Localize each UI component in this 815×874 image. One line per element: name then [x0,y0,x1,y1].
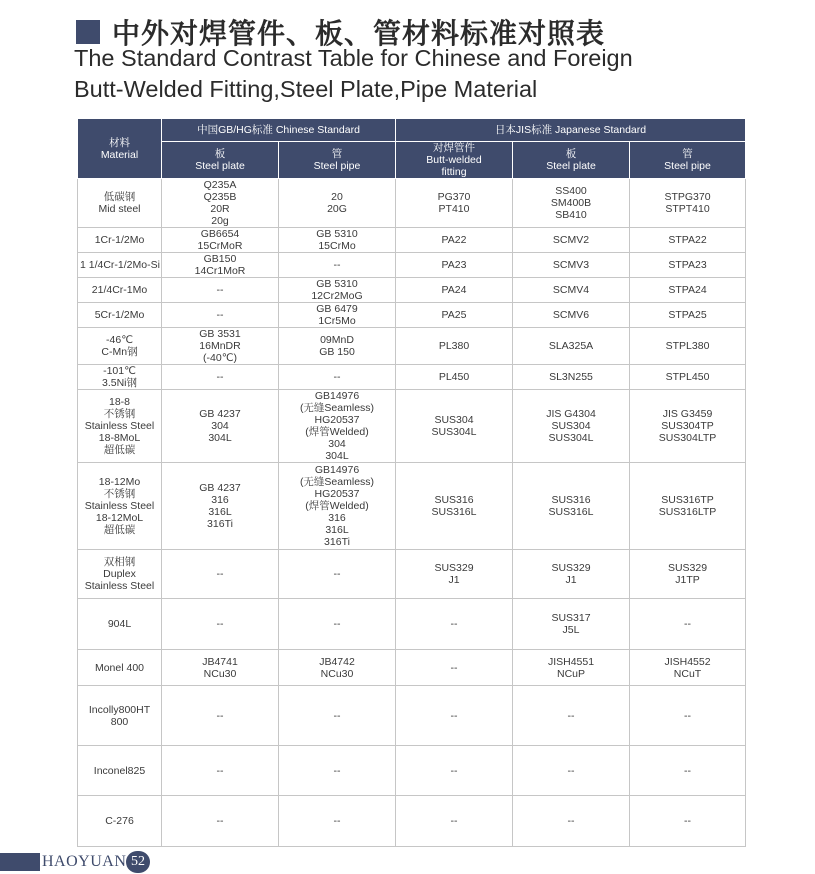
standard-cell: SCMV4 [513,278,630,303]
table-row [78,303,746,328]
standard-cell: -- [396,746,513,796]
standard-cell: -- [279,686,396,746]
standard-cell: SCMV3 [513,253,630,278]
standard-cell: GB 5310 12Cr2MoG [279,278,396,303]
title-english-line1: The Standard Contrast Table for Chinese and Foreign [74,45,633,71]
standard-cell: JB4741 NCu30 [162,650,279,686]
standard-cell: GB 4237 316 316L 316Ti [162,463,279,550]
table-row [78,179,746,228]
standard-cell: -- [630,686,746,746]
standard-cell: STPA25 [630,303,746,328]
table-row [78,550,746,599]
standard-cell: GB6654 15CrMoR [162,228,279,253]
table-row [78,463,746,550]
standard-cell: -- [162,550,279,599]
standard-cell: -- [630,746,746,796]
standard-cell: SUS316 SUS316L [396,463,513,550]
standard-cell: GB 6479 1Cr5Mo [279,303,396,328]
material-cell: 1Cr-1/2Mo [78,228,162,253]
standard-cell: JISH4552 NCuT [630,650,746,686]
standard-cell: -- [396,650,513,686]
footer-brand: HAOYUAN [40,851,128,873]
standard-cell: STPA22 [630,228,746,253]
standard-cell: PG370 PT410 [396,179,513,228]
table-row [78,228,746,253]
material-cell: 18-8 不锈钢 Stainless Steel 18-8MoL 超低碳 [78,390,162,463]
standard-cell: SUS329 J1TP [630,550,746,599]
standard-cell: -- [279,550,396,599]
standard-cell: 20 20G [279,179,396,228]
header-jp-steel-pipe: 管 Steel pipe [630,142,746,179]
material-cell: Monel 400 [78,650,162,686]
standard-cell: PA24 [396,278,513,303]
table-row [78,365,746,390]
standard-cell: -- [630,796,746,847]
standard-cell: SCMV6 [513,303,630,328]
material-cell: -101℃ 3.5Ni钢 [78,365,162,390]
header-cn-steel-pipe: 管 Steel pipe [279,142,396,179]
header-chinese-standard: 中国GB/HG标准 Chinese Standard [162,119,396,142]
standard-cell: -- [162,599,279,650]
standard-cell: -- [162,303,279,328]
header-japanese-standard: 日本JIS标准 Japanese Standard [396,119,746,142]
standard-cell: -- [396,686,513,746]
standard-cell: JIS G3459 SUS304TP SUS304LTP [630,390,746,463]
standard-cell: -- [396,599,513,650]
header-jp-steel-plate: 板 Steel plate [513,142,630,179]
standard-cell: -- [279,746,396,796]
standard-cell: JISH4551 NCuP [513,650,630,686]
standard-cell: 09MnD GB 150 [279,328,396,365]
standard-cell: PA23 [396,253,513,278]
standard-cell: SUS304 SUS304L [396,390,513,463]
material-cell: 904L [78,599,162,650]
standard-cell: GB 3531 16MnDR (-40℃) [162,328,279,365]
standard-cell: SUS316TP SUS316LTP [630,463,746,550]
title-square-icon [76,20,100,44]
standard-cell: -- [513,796,630,847]
standard-cell: -- [279,599,396,650]
table-row [78,328,746,365]
table-body [78,179,746,847]
standard-cell: -- [279,253,396,278]
material-cell: C-276 [78,796,162,847]
standard-cell: PA22 [396,228,513,253]
standard-cell: SL3N255 [513,365,630,390]
standard-cell: SCMV2 [513,228,630,253]
standard-cell: PA25 [396,303,513,328]
material-cell: 5Cr-1/2Mo [78,303,162,328]
header-material: 材料 Material [78,119,162,179]
table-row [78,253,746,278]
table-row [78,599,746,650]
standard-cell: STPL450 [630,365,746,390]
table-row [78,650,746,686]
standard-cell: PL450 [396,365,513,390]
standard-cell: GB14976 (无缝Seamless) HG20537 (焊管Welded) 316 316L 316Ti [279,463,396,550]
standard-cell: -- [162,746,279,796]
title-chinese: 中外对焊管件、板、管材料标准对照表 [112,17,606,50]
material-cell: Inconel825 [78,746,162,796]
standard-cell: GB14976 (无缝Seamless) HG20537 (焊管Welded) 304 304L [279,390,396,463]
title-english-line2: Butt-Welded Fitting,Steel Plate,Pipe Material [74,76,538,102]
standard-cell: SUS329 J1 [396,550,513,599]
standard-contrast-table [77,118,746,847]
standard-cell: PL380 [396,328,513,365]
standard-cell: -- [513,686,630,746]
page-number: 52 [126,851,150,873]
table-row [78,686,746,746]
table-header [78,119,746,179]
standard-cell: -- [279,796,396,847]
standard-cell: JIS G4304 SUS304 SUS304L [513,390,630,463]
standard-cell: JB4742 NCu30 [279,650,396,686]
standard-cell: -- [162,686,279,746]
header-jp-butt-welded-fitting: 对焊管件 Butt-welded fitting [396,142,513,179]
standard-cell: STPA23 [630,253,746,278]
standard-cell: -- [162,796,279,847]
standard-cell: -- [396,796,513,847]
material-cell: Incolly800HT 800 [78,686,162,746]
standard-cell: -- [162,278,279,303]
table-row [78,746,746,796]
material-cell: 低碳钢 Mid steel [78,179,162,228]
standard-cell: SLA325A [513,328,630,365]
standard-cell: STPL380 [630,328,746,365]
material-cell: 18-12Mo 不锈钢 Stainless Steel 18-12MoL 超低碳 [78,463,162,550]
standard-cell: SUS329 J1 [513,550,630,599]
standard-cell: STPG370 STPT410 [630,179,746,228]
material-cell: 21/4Cr-1Mo [78,278,162,303]
standard-cell: -- [513,746,630,796]
standard-cell: -- [630,599,746,650]
standard-cell: GB 5310 15CrMo [279,228,396,253]
standard-cell: SUS317 J5L [513,599,630,650]
standard-cell: -- [162,365,279,390]
standard-cell: GB 4237 304 304L [162,390,279,463]
table-row [78,796,746,847]
material-cell: -46℃ C-Mn钢 [78,328,162,365]
material-cell: 1 1/4Cr-1/2Mo-Si [78,253,162,278]
standard-cell: Q235A Q235B 20R 20g [162,179,279,228]
header-cn-steel-plate: 板 Steel plate [162,142,279,179]
table-row [78,278,746,303]
standard-cell: GB150 14Cr1MoR [162,253,279,278]
standard-cell: -- [279,365,396,390]
standard-cell: SS400 SM400B SB410 [513,179,630,228]
table-row [78,390,746,463]
standard-cell: STPA24 [630,278,746,303]
material-cell: 双相钢 Duplex Stainless Steel [78,550,162,599]
standard-cell: SUS316 SUS316L [513,463,630,550]
